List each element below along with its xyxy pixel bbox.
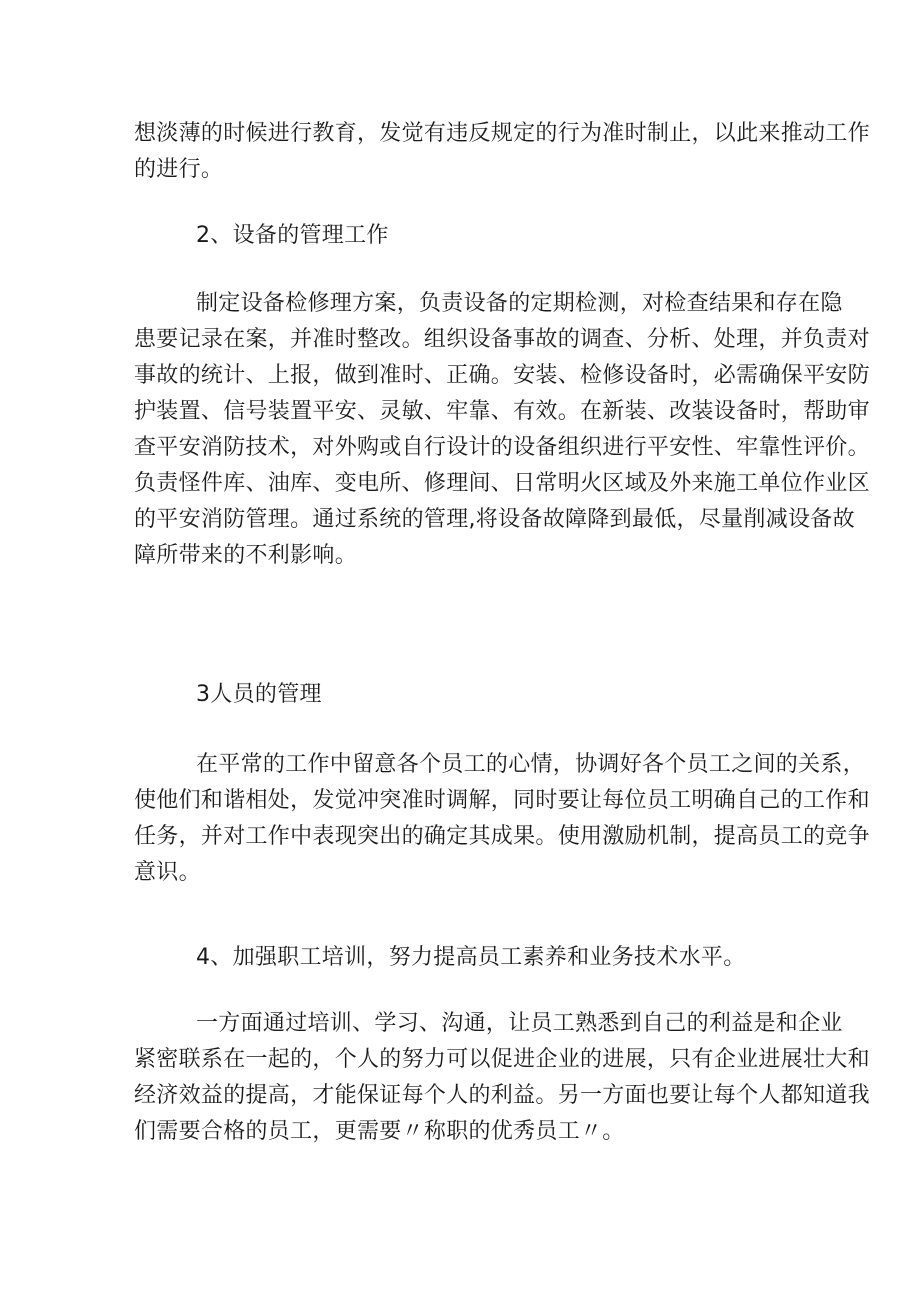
paragraph-training [134,1006,870,1150]
heading-text: 3人员的管理 [196,682,322,707]
text-line: 患要记录在案，并准时整改。组织设备事故的调查、分析、处理，并负责对 [134,327,870,352]
heading-text: 2、设备的管理工作 [196,223,389,248]
text-line: 在平常的工作中留意各个员工的心情，协调好各个员工之间的关系， [196,752,866,777]
section-heading-personnel [134,677,794,713]
paragraph-personnel [134,747,870,891]
paragraph-continuation [134,116,870,188]
text-line: 的平安消防管理。通过系统的管理,将设备故障降到最低，尽量削减设备故 [134,507,855,532]
text-line: 紧密联系在一起的，个人的努力可以促进企业的进展，只有企业进展壮大和 [134,1047,870,1072]
text-line: 查平安消防技术，对外购或自行设计的设备组织进行平安性、牢靠性评价。 [134,435,870,460]
section-heading-equipment [134,218,794,254]
text-line: 制定设备检修理方案，负责设备的定期检测，对检查结果和存在隐 [196,291,843,316]
text-line: 意识。 [134,860,201,885]
paragraph-equipment [134,286,870,574]
text-line: 们需要合格的员工，更需要〃称职的优秀员工〃。 [134,1119,625,1144]
heading-text: 4、加强职工培训，努力提高员工素养和业务技术水平。 [196,945,746,970]
text-line: 护装置、信号装置平安、灵敏、牢靠、有效。在新装、改装设备时，帮助审 [134,399,870,424]
text-line: 任务，并对工作中表现突出的确定其成果。使用激励机制，提高员工的竞争 [134,824,870,849]
text-line: 负责怪件库、油库、变电所、修理间、日常明火区域及外来施工单位作业区 [134,471,870,496]
text-line: 的进行。 [134,157,224,182]
text-line: 一方面通过培训、学习、沟通，让员工熟悉到自己的利益是和企业 [196,1011,843,1036]
section-heading-training [134,940,794,976]
text-line: 障所带来的不利影响。 [134,543,358,568]
text-line: 使他们和谐相处，发觉冲突准时调解，同时要让每位员工明确自己的工作和 [134,788,870,813]
text-line: 事故的统计、上报，做到准时、正确。安装、检修设备时，必需确保平安防 [134,363,870,388]
text-line: 想淡薄的时候进行教育，发觉有违反规定的行为准时制止，以此来推动工作 [134,121,870,146]
text-line: 经济效益的提高，才能保证每个人的利益。另一方面也要让每个人都知道我 [134,1083,870,1108]
